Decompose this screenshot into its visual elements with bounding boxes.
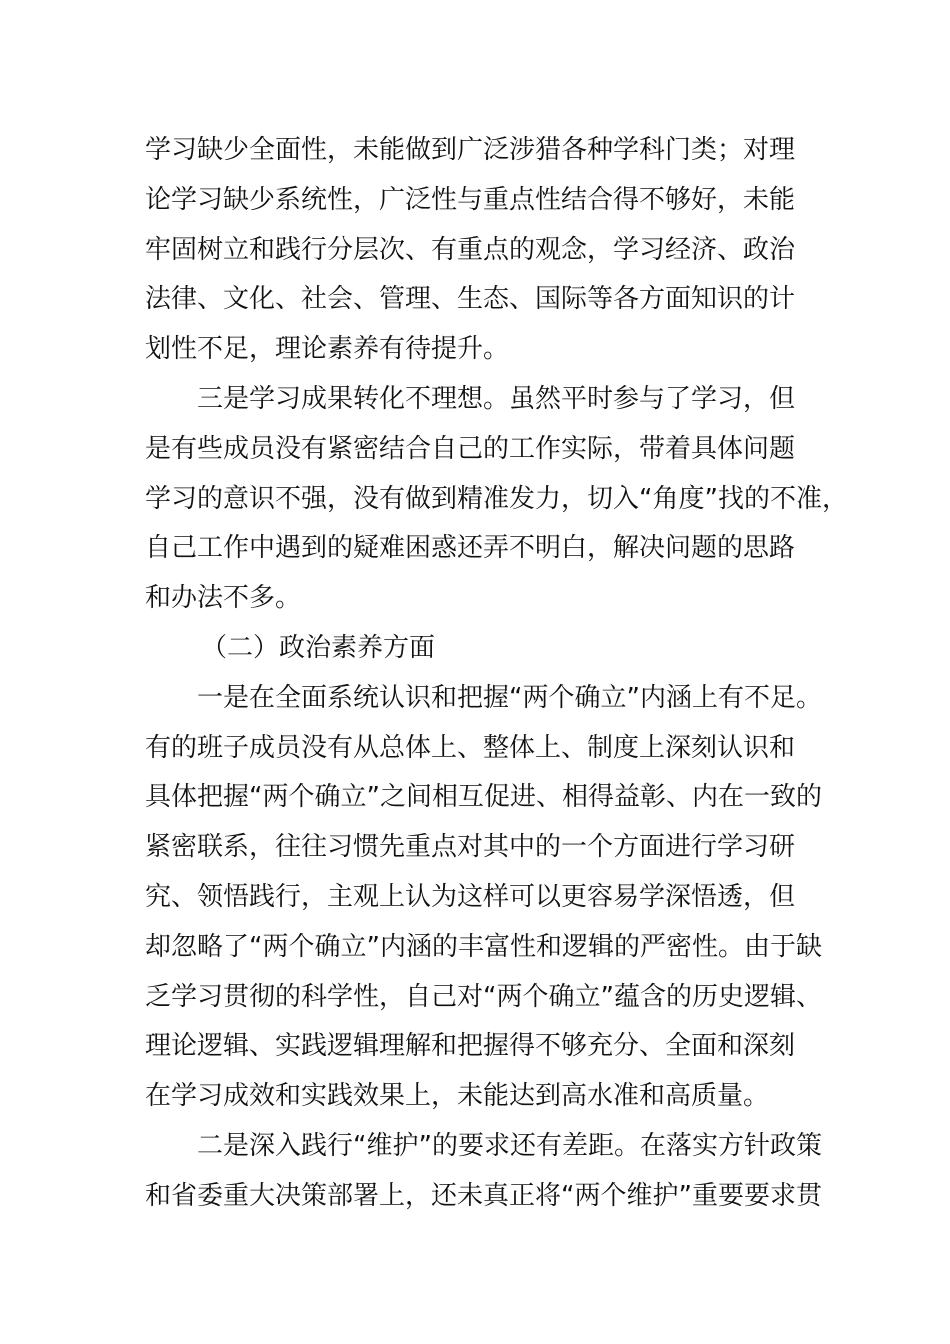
text-line: 学习的意识不强，没有做到精准发力，切入“角度”找的不准， (145, 483, 848, 514)
text-line: 学习缺少全面性，未能做到广泛涉猎各种学科门类；对理 (145, 135, 796, 165)
paragraph-start-line: 二是深入践行“维护”的要求还有差距。在落实方针政策 (197, 1130, 822, 1161)
text-line: 究、领悟践行，主观上认为这样可以更容易学深悟透，但 (145, 881, 796, 912)
text-line: 紧密联系，往往习惯先重点对其中的一个方面进行学习研 (145, 832, 796, 863)
text-line: 有的班子成员没有从总体上、整体上、制度上深刻认识和 (145, 732, 796, 763)
section-heading: （二）政治素养方面 (201, 632, 436, 663)
text-line: 具体把握“两个确立”之间相互促进、相得益彰、内在一致的 (145, 782, 822, 813)
text-line: 论学习缺少系统性，广泛性与重点性结合得不够好，未能 (145, 184, 796, 215)
text-line: 和省委重大决策部署上，还未真正将“两个维护”重要要求贯 (145, 1180, 822, 1211)
text-line: 划性不足，理论素养有待提升。 (145, 334, 510, 365)
paragraph-start-line: 三是学习成果转化不理想。虽然平时参与了学习，但 (197, 383, 796, 414)
document-body (145, 126, 848, 1222)
text-line: 牢固树立和践行分层次、有重点的观念，学习经济、政治 (145, 234, 796, 265)
text-line: 乏学习贯彻的科学性，自己对“两个确立”蕴含的历史逻辑、 (145, 981, 822, 1012)
text-line: 在学习成效和实践效果上，未能达到高水准和高质量。 (145, 1081, 770, 1112)
text-line: 自己工作中遇到的疑难困惑还弄不明白，解决问题的思路 (145, 533, 796, 564)
text-line: 和办法不多。 (145, 583, 302, 614)
text-line: 是有些成员没有紧密结合自己的工作实际，带着具体问题 (145, 433, 796, 464)
text-line: 理论逻辑、实践逻辑理解和把握得不够充分、全面和深刻 (145, 1031, 796, 1062)
paragraph-start-line: 一是在全面系统认识和把握“两个确立”内涵上有不足。 (197, 682, 822, 713)
text-line: 却忽略了“两个确立”内涵的丰富性和逻辑的严密性。由于缺 (145, 931, 822, 962)
text-line: 法律、文化、社会、管理、生态、国际等各方面知识的计 (145, 284, 796, 315)
